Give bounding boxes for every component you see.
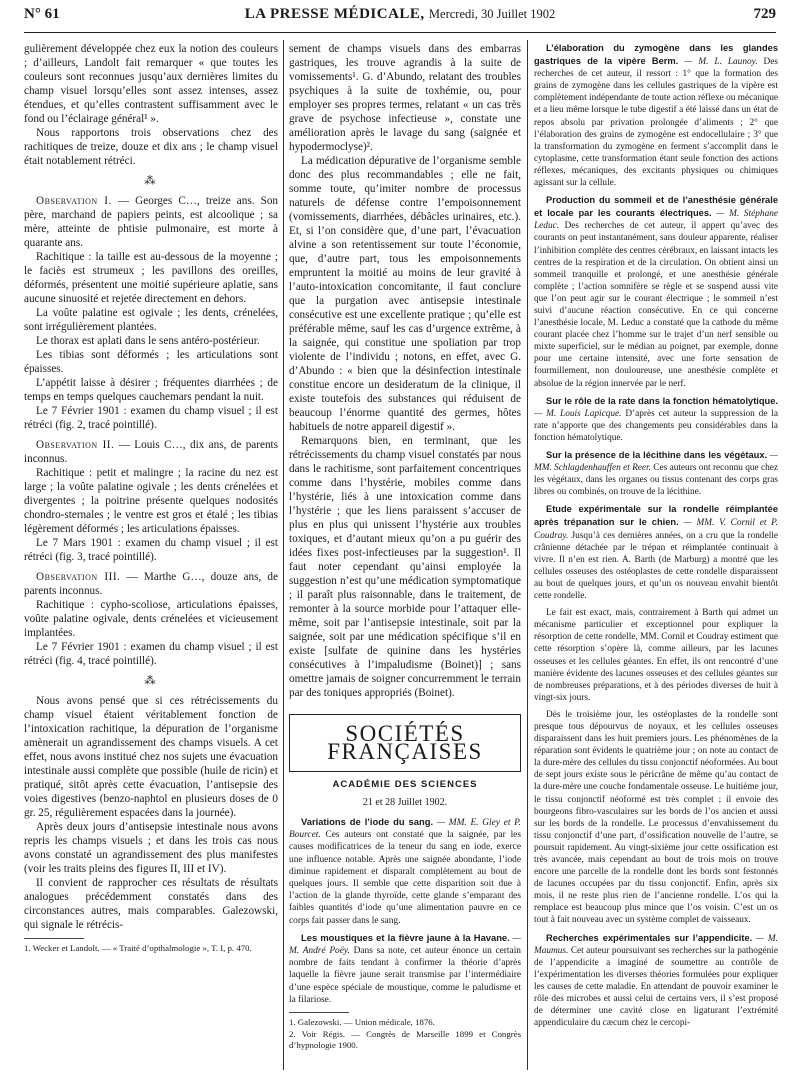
section-title: SOCIÉTÉS FRANÇAISES — [327, 721, 483, 764]
paragraph: Le 7 Mars 1901 : examen du champ visuel ; il est rétréci (fig. 3, tracé pointillé). — [24, 537, 278, 563]
page-header — [24, 6, 776, 30]
report-body: D’après cet auteur la suppression de la rate n’apporte que des changements peu considérables dans la fonction hématolytique. — [534, 408, 778, 443]
footnote-rule — [24, 938, 84, 939]
footnote: 2. Voir Régis. — Congrès de Marseille 1899 et Congrès d’hypnologie 1900. — [289, 1028, 521, 1051]
report-title: Production du sommeil et de l’anesthésie générale et locale par les courants électriques. — [534, 195, 778, 219]
report-authors: — MM. E. Gley et P. Bourcet. — [289, 818, 521, 841]
observation-3-body — [24, 598, 278, 668]
col2-footnotes — [289, 1017, 521, 1052]
section-stars: ⁂ — [144, 175, 158, 187]
header-rule — [24, 32, 776, 33]
society-report — [534, 194, 778, 390]
observation-1-heading: Observation I. — Georges C…, treize ans. Son père, marchand de papiers peints, est alcoolique ; sa mère, atteinte de phtisie pulmonaire, est morte à quarante ans. — [24, 195, 278, 249]
report-title: Variations de l’iode du sang. — [301, 816, 434, 827]
report-title: Sur le rôle de la rate dans la fonction hématolytique. — [546, 395, 778, 406]
journal-title: LA PRESSE MÉDICALE, — [244, 6, 425, 22]
paragraph: Le thorax est aplati dans le sens antéro-postérieur. — [36, 335, 260, 347]
report-body: Jusqu’à ces dernières années, on a cru que la rondelle crânienne détachée par le trépan et réimplantée continuait à vivre. Il n’en est rien. A. Barth (de Marburg) a montré que les cellules osseuses des ostéoplastes de cette rondelle disparaissent au bout de quelques jours, et qu’un os nouveau envahit bientôt cette rondelle. — [534, 530, 778, 602]
column-3 — [534, 42, 778, 1078]
col1-conclusion — [24, 694, 278, 932]
society-report — [534, 607, 778, 704]
paragraph: Il convient de rapprocher ces résultats de résultats analogues précédemment constatés dans des circonstances autres, mais comparables. Galezowski, qui signale le rétrécis- — [24, 877, 278, 931]
footnote-rule — [289, 1012, 349, 1013]
paragraph: Rachitique : la taille est au-dessous de la moyenne ; le faciès est strumeux ; les pavillons des oreilles, déformés, présentent une moitié supérieure aplatie, sans aucune sinuosité et rejetée directement en dehors. — [24, 251, 278, 305]
report-body: Ces auteurs ont constaté que la saignée, par les causes modificatrices de la teneur du sang en iode, exerce une influence notable. Après une saignée abondante, l’iode diminue rapidement et disparaît complètement au bout de quelques jours. Il semble que cette disparition soit due à l’action de la glande thyroïde, cette glande s’emparant des faibles quantités d’iode qu’une alimentation pauvre en ce corps fait passer dans le sang. — [289, 830, 521, 926]
column-2 — [289, 42, 521, 1078]
issue-date: Mercredi, 30 Juillet 1902 — [428, 7, 556, 21]
paragraph: Rachitique : cypho-scoliose, articulations épaisses, voûte palatine ogivale, dents crénelées et vicieusement implantées. — [24, 599, 278, 639]
report-title: L’élaboration du zymogène dans les glandes gastriques de la vipère Berm. — [534, 43, 778, 67]
paragraph: sement de champs visuels dans des embarras gastriques, les trouve agrandis à la suite de vomissements¹. G. d’Abundo, relatant des troubles psychiques à la suite de toxhémie, ou, pour employer ses propres termes, relatant « un cas très grave de psychose infectieuse », constate une amélioration après le lavage du sang (saignée et hypodermoclyse)². — [289, 43, 521, 153]
society-report — [534, 709, 778, 927]
issue-number: N° 61 — [24, 6, 60, 22]
society-report — [289, 932, 521, 1006]
society-report — [534, 503, 778, 602]
academy-title: ACADÉMIE DES SCIENCES — [332, 779, 478, 790]
paragraph: Nous rapportons trois observations chez des rachitiques de treize, douze et dix ans ; le champ visuel était notablement rétréci. — [24, 127, 278, 167]
academy-date: 21 et 28 Juillet 1902. — [362, 797, 448, 808]
report-authors: — M. André Poëy. — [289, 933, 521, 957]
journal-title-line — [24, 6, 776, 23]
society-report — [534, 932, 778, 1030]
paragraph: Le 7 Février 1901 : examen du champ visuel ; il est rétréci (fig. 2, tracé pointillé). — [24, 405, 278, 431]
observation-2-heading: Observation II. — Louis C…, dix ans, de parents inconnus. — [24, 439, 278, 465]
section-stars: ⁂ — [144, 675, 158, 687]
report-authors: — M. Louis Lapicque. — [534, 408, 622, 419]
col2-body — [289, 42, 521, 700]
observation-3-heading: Observation III. — Marthe G…, douze ans, de parents inconnus. — [24, 571, 278, 597]
report-title: Etude expérimentale sur la rondelle réimplantée après trépanation sur le chien. — [534, 504, 778, 528]
observation-1-body — [24, 250, 278, 432]
paragraph: La voûte palatine est ogivale ; les dents, crénelées, sont irrégulièrement plantées. — [24, 307, 278, 333]
paragraph: gulièrement développée chez eux la notion des couleurs ; d’ailleurs, Landolt fait remarquer « que toutes les couleurs sont reconnues jusqu’aux dernières limites du champ visuel lorsqu’elles sont assez intenses, assez étendues, et qu’elles contrastent suffisamment avec le fond ou l’éclairage général¹ ». — [24, 43, 278, 125]
report-authors: — MM. V. Cornil et P. Coudray. — [534, 518, 778, 541]
report-body: Cet auteur poursuivant ses recherches sur la pathogénie de l’appendicite a imaginé de soumettre au contrôle de l’expérimentation les diverses théories formulées pour expliquer les causes de cette maladie. En attendant de pouvoir examiner le rôle des microbes et aussi celui de certains vers, il s’est proposé de déterminer une cavité close en ligaturant l’extrémité appendiculaire du cæcum chez le cercopi- — [534, 945, 778, 1029]
report-authors: — M. L. Launoy. — [678, 57, 758, 68]
paragraph: Les tibias sont déformés ; les articulations sont épaisses. — [24, 349, 278, 375]
report-body: Le fait est exact, mais, contrairement à Barth qui admet un mécanisme particulier et exceptionnel pour expliquer la résorption de cette rondelle, MM. Cornil et Coudray estiment que cette résorption s’opère là, comme ailleurs, par les lacunes osseuses et les cellules géantes. En effet, ils ont rencontré d’une manière évidente des lacunes osseuses et des cellules géantes sur de nombreuses préparations, et à des périodes diverses de huit à vingt-six jours. — [534, 608, 778, 703]
paragraph: Nous avons pensé que si ces rétrécissements du champ visuel étaient véritablement fonction de l’intoxication rachitique, la dépuration de l’organisme amènerait un agrandissement des champs visuels. A cet effet, nous avons institué chez nos sujets une évacuation intestinale aussi complète que possible (huile de ricin) et pratiqué, sitôt après cette évacuation, l’antisepsie des voies digestives (benzo-naphtol en plusieurs doses de 0 gr. 25, régulièrement espacées dans la journée). — [24, 695, 278, 819]
observation-2-body — [24, 466, 278, 564]
report-title: Les moustiques et la fièvre jaune à la Havane. — [301, 931, 510, 943]
page-number: 729 — [753, 6, 776, 22]
column-separator-1 — [283, 40, 284, 1070]
report-body: Ces auteurs ont reconnu que chez les végétaux, dans les organes ou tissus contenant des corps gras libres ou combinés, on trouve de la lécithine. — [534, 463, 778, 498]
paragraph: La médication dépurative de l’organisme semble donc des plus recommandables ; elle ne fait, somme toute, qu’imiter nombre de processus naturels de défense contre l’empoisonnement (vomissements, diarrhées, débâcles urinaires, etc.). Et, si l’on considère que, d’une part, l’évacuation alvine a son retentissement sur toute l’économie, que, d’autre part, tous les empoisonnements empruntent la moitié au moins de leur gravité à l’auto-intoxication concomitante, il faut conclure que la purgation avec antisepsie intestinale consécutive est une excellente pratique ; qu’elle est préférable même, sauf les cas d’urgence extrême, à la saignée, qui constitue une spoliation par trop violente de l’individu ; notons, en effet, avec G. d’Abundo : « bien que la désinfection intestinale constitue encore un desideratum de la clinique, il existe toutefois des substances qui réduisent de beaucoup l’énorme quantité des germes, hôtes habituels de notre appareil digestif ». — [289, 155, 521, 433]
paragraph: Remarquons bien, en terminant, que les rétrécissements du champ visuel constatés par nous dans le rachitisme, sont parfaitement concentriques comme dans l’hystérie, mobiles comme dans l’hystérie, liés à une intoxication comme dans l’hystérie ; que les liens paraissent s’accuser de plus en plus qui unissent l’hystérie aux troubles toxiques, et d’autant mieux qu’on a pu guérir des idées fixes post-infectieuses par la suggestion¹. Il faut noter cependant qu’ainsi employée la suggestion n’est qu’une médication symptomatique ; il paraît plus raisonnable, dans le traitement, de remonter à la source morbide pour l’attaquer elle-même, soit par l’antisepsie intestinale, soit par la saignée, soit par une médication spécifique s’il en existe [sulfate de quinine dans les hystéries consécutives à l’impaludisme (Boinet)] ; sans omettre jamais de soigner concurremment le terrain par des toniques appropriés (Boinet). — [289, 435, 521, 699]
paragraph: Après deux jours d’antisepsie intestinale nous avons repris les champs visuels ; et dans les trois cas nous avons constaté un agrandissement des plus manifestes (voir les traits pleins des figures II, III et IV). — [24, 821, 278, 875]
paragraph: Rachitique : petit et malingre ; la racine du nez est large ; la voûte palatine ogivale ; les dents crénelées et divergentes ; la poitrine présente quelques nodosités chondro-sternales ; le ventre est gros et étalé ; les tibias légèrement déformés ; les articulations épaisses. — [24, 467, 278, 535]
report-body: Des recherches de cet auteur, il appert qu’avec des courants on peut instantanément, sans douleur apparente, réaliser l’inhibition complète des centres cérébraux, en laissant intacts les centres de la respiration et de la circulation. On obtient ainsi un sommeil tranquille et prolongé, et une anesthésie générale complète ; l’action somnifère se règle et se suspend aussi vite que l’on peut agir sur le courant électrique ; le sommeil n’est suivi d’aucune réaction consécutive. En ce qui concerne l’anesthésie locale, M. Leduc a constaté que la cathode du même courant placée chez l’homme sur le trajet d’un nerf sensible ou mixte superficiel, sur le médian au poignet, par exemple, donne pour une certaine intensité, avec une forte sensation de fourmillement, non douloureuse, une anesthésie complète et absolue de la région innervée par le nerf. — [534, 221, 778, 389]
section-banner — [289, 714, 521, 772]
column-1 — [24, 42, 278, 1078]
society-report — [289, 816, 521, 927]
report-body: Des recherches de cet auteur, il ressort : 1° que la formation des grains de zymogène dans les cellules gastriques de la vipère est complètement indépendante de toute action réflexe ou mécanique et a lieu même lorsque le tube digestif a été laissé dans un état de repos absolu par privation prolongée d’aliments ; 2° que l’élaboration des grains de zymogène est endocellulaire ; 3° que la transformation du zymogène en ferment s’accomplit dans le cytoplasme, cette transformation étant seule fonction des actions réflexes, mécaniques, des excitants physiques ou chimiques agissant sur la cellule. — [534, 57, 778, 189]
footnote: 1. Galezowski. — Union médicale, 1876. — [289, 1017, 435, 1028]
paragraph: L’appétit laisse à désirer ; fréquentes diarrhées ; de temps en temps quelques cauchemars pendant la nuit. — [24, 377, 278, 403]
report-title: Sur la présence de la lécithine dans les végétaux. — [546, 450, 768, 460]
footnote: 1. Wecker et Landolt. — « Traité d’opthalmologie », T. I, p. 470. — [24, 943, 252, 953]
report-authors: — M. Maumus. — [534, 933, 778, 956]
report-authors: — MM. Schlagdenhauffen et Reer. — [534, 451, 778, 474]
report-title: Recherches expérimentales sur l’appendicite. — [546, 932, 753, 943]
report-body: Dans sa note, cet auteur énonce un certain nombre de faits tendant à confirmer la théorie d’après laquelle la fièvre jaune serait transmise par l’intermédiaire d’une espèce spéciale de moustique, comme le paludisme et la filariose. — [289, 946, 521, 1005]
column-separator-2 — [527, 40, 528, 1070]
society-report — [534, 42, 778, 189]
report-authors: — M. Stéphane Leduc. — [534, 209, 778, 232]
paragraph: Le 7 Février 1901 : examen du champ visuel ; il est rétréci (fig. 4, tracé pointillé). — [24, 641, 278, 667]
report-body: Dès le troisième jour, les ostéoplastes de la rondelle sont presque tous dépourvus de noyaux, et les cellules osseuses disparaissent dans les huit premiers jours. Les phénomènes de la réparation sont évidents le quatrième jour ; on note au contact de la dure-mère des cellules du tissu conjonctif néoformées. Au bout de sept jours existe sous le péricrâne de même qu’au contact de la dure-mère une couche fondamentale osseuse. Le huitième jour, le tissu conjonctif néoformé est très complet ; il envoie des bourgeons fibro-vasculaires sur les bords de l’os ancien et aussi sur les bords de la rondelle. Le processus d’envahissement du tissu conjonctif d’une part, d’ossification nouvelle de l’autre, se poursuit rapidement. Au vingt-sixième jour cette ossification est très avancée, mais cependant au bout de trois mois on trouve encore une parcelle de la rondelle dont les bords sont festonnés de lacunes occupées par du tissu conjonctif. Enfin, après six mois, il ne reste plus rien de l’ancienne rondelle. L’os qui la remplace est beaucoup plus mince que l’os voisin. C’est un os tout à fait nouveau avec un système complet de vaisseaux. — [534, 709, 778, 926]
col3-articles — [534, 42, 778, 1029]
col1-intro — [24, 42, 278, 168]
col2-articles — [289, 816, 521, 1006]
society-report — [534, 449, 778, 498]
society-report — [534, 395, 778, 444]
